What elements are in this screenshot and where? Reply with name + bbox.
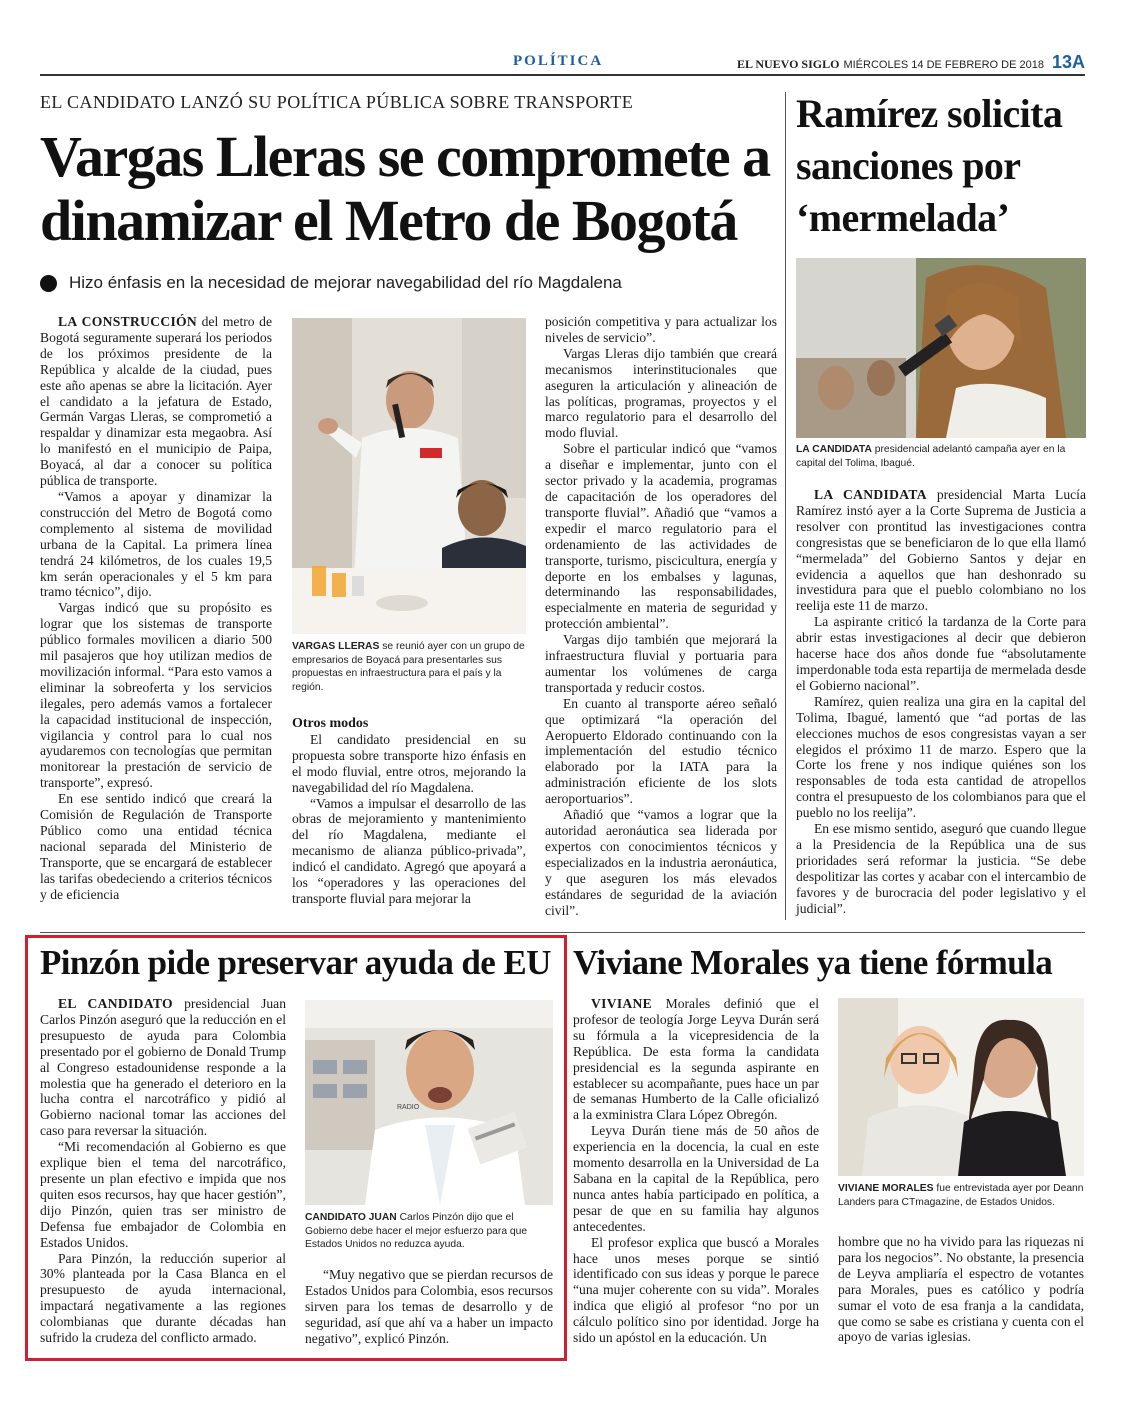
main-column-2 xyxy=(292,716,526,907)
caption-lead: VIVIANE MORALES xyxy=(838,1183,934,1194)
pinzon-photo-caption xyxy=(305,1211,553,1252)
caption-lead: CANDIDATO JUAN xyxy=(305,1212,397,1223)
paragraph-text: del metro de Bogotá seguramente superará los periodos de los próximos presidente de la República y alcalde de la ciudad, pues este año apenas se abre la licitación. Ayer el candidato a la jefatura de Estado, Germán Vargas Lleras, se comprometió a respaldar y dinamizar esta megaobra. Así lo manifestó en el municipio de Paipa, Boyacá, al dar a conocer su política pública de transporte. xyxy=(40,314,272,489)
subhead: Otros modos xyxy=(292,716,369,731)
main-column-3 xyxy=(545,314,777,918)
paragraph-text: presidencial Marta Lucía Ramírez instó ayer a la Corte Suprema de Justicia a resolver con prontitud las investigaciones contra congresistas que se beneficiaron de lo que ella llamó “mermelada” del Gobierno Santos y dejar en evidencia a aquellos que han deshonrado su investidura para que el pueblo colombiano no los reelija este 11 de marzo. xyxy=(796,487,1086,614)
paragraph xyxy=(573,996,819,1123)
paragraph: Sobre el particular indicó que “vamos a diseñar e implementar, junto con el sector privado y la academia, programas de capacitación de los operadores del transporte fluvial”. Añadió que “vamos a expedir el marco regulatorio para el ordenamiento de las actividades de transporte, turismo, piscicultura, energía y deporte en los embalses y lagunas, determinando las responsabilidades, especialmente en materia de seguridad y protección ambiental”. xyxy=(545,441,777,632)
paragraph-text: Morales definió que el profesor de teología Jorge Leyva Durán será su fórmula a la vicepresidencia de la República. De esta forma la candidata presidencial es la segunda aspirante en establecer su acompañante, pues hace un par de semanas Humberto de la Calle oficializó a la exministra Clara López Obregón. xyxy=(573,996,819,1123)
ramirez-photo-caption xyxy=(796,443,1086,470)
paragraph: “Muy negativo que se pierdan recursos de Estados Unidos para Colombia, esos recursos sirven para los temas de desarrollo y de seguridad, así que ahí va a haber un impacto negativo”, explicó Pinzón. xyxy=(305,1267,553,1346)
paragraph xyxy=(796,487,1086,614)
pinzon-photo xyxy=(305,1000,553,1205)
paragraph: Para Pinzón, la reducción superior al 30% planteada por la Casa Blanca en el presupuesto de ayuda internacional, impactará negativamente a las regiones colombianas que durante décadas han sufrido la crudeza del conflicto armado. xyxy=(40,1250,286,1346)
lead-in: VIVIANE xyxy=(591,996,653,1011)
lead-in: LA CANDIDATA xyxy=(814,487,927,502)
lead-in: EL CANDIDATO xyxy=(58,996,173,1011)
header-rule xyxy=(40,74,1085,76)
paragraph: hombre que no ha vivido para las riquezas ni para los negocios”. No obstante, la presencia de Leyva ampliaría el espectro de votantes para Morales, pues es católico y podría sumar el voto de esa franja a la candidata, que como se sabe es cristiana y cuenta con el apoyo de varias iglesias. xyxy=(838,1234,1084,1345)
morales-headline: Viviane Morales ya tiene fórmula xyxy=(573,943,1053,982)
caption-lead: VARGAS LLERAS xyxy=(292,641,380,652)
main-headline: Vargas Lleras se compromete a dinamizar el Metro de Bogotá xyxy=(40,124,770,253)
main-subtitle-text: Hizo énfasis en la necesidad de mejorar navegabilidad del río Magdalena xyxy=(69,273,622,292)
ramirez-body xyxy=(796,487,1086,916)
issue-date: MIÉRCOLES 14 DE FEBRERO DE 2018 xyxy=(843,59,1044,71)
caption-text: fue entrevistada ayer por Deann Landers para CTmagazine, de Estados Unidos. xyxy=(838,1183,1084,1208)
caption-lead: LA CANDIDATA xyxy=(796,444,872,455)
pinzon-column-2 xyxy=(305,1267,553,1347)
paragraph: Vargas dijo también que mejorará la infraestructura fluvial y portuaria para aumentar los volúmenes de carga transportada y reducir costos. xyxy=(545,632,777,695)
vargas-lleras-photo xyxy=(292,318,526,634)
morales-illustration xyxy=(838,998,1084,1176)
paragraph: “Vamos a apoyar y dinamizar la construcción del Metro de Bogotá como complemento al sistema de movilidad urbana de la Capital. La primera línea tendrá 24 kilómetros, de los cuales 19,5 km serán operacionales y el 5 km para tramo técnico”, dijo. xyxy=(40,488,272,600)
candidate-illustration xyxy=(796,258,1086,438)
ramirez-headline: Ramírez solicita sanciones por ‘mermelada’ xyxy=(796,91,1063,240)
page-number: 13A xyxy=(1051,52,1085,72)
morales-photo xyxy=(838,998,1084,1176)
paragraph: En ese mismo sentido, aseguró que cuando llegue a la Presidencia de la República una de sus prioridades será reformar la justicia. “Se debe despolitizar las cortes y acabar con el intercambio de favores y de burocracia del poder legislativo y el judicial”. xyxy=(796,821,1086,916)
pinzon-illustration xyxy=(305,1000,553,1205)
pinzon-column-1 xyxy=(40,996,286,1346)
main-subtitle xyxy=(40,273,780,293)
caption-text: Carlos Pinzón dijo que el Gobierno debe hacer el mejor esfuerzo para que Estados Unidos no reduzca ayuda. xyxy=(305,1212,528,1251)
lead-in: LA CONSTRUCCIÓN xyxy=(58,314,198,329)
paragraph-text: presidencial Juan Carlos Pinzón aseguró que la reducción en el presupuesto de ayuda para Colombia presentado por el gobierno de Donald Trump al Congreso estadounidense responde a la molestia que ha generado el deterioro en la lucha contra el narcotráfico y pidió al Gobierno nacional tomar las acciones del caso para reversar la situación. xyxy=(40,996,286,1139)
section-divider xyxy=(40,932,1085,933)
paragraph: Añadió que “vamos a lograr que la autoridad aeronáutica sea liderada por expertos con conocimientos técnicos y especializados en la industria aeronáutica, y que aseguren los más elevados estándares de seguridad de la aviación civil”. xyxy=(545,807,777,918)
paragraph: En cuanto al transporte aéreo señaló que optimizará “la operación del Aeropuerto Eldorado continuando con la implementación del estudio técnico elaborado por la IATA para la administración eficiente de los slots aeroportuarios”. xyxy=(545,695,777,807)
paper-brand: EL NUEVO SIGLO xyxy=(736,57,840,71)
main-column-1 xyxy=(40,314,272,903)
paragraph: En ese sentido indicó que creará la Comisión de Regulación de Transporte Público como una entidad técnica nacional separada del Ministerio de Transporte, que se encargará de establecer las tarifas obedeciendo a criterios técnicos y de eficiencia xyxy=(40,791,272,902)
masthead-meta xyxy=(737,52,1085,73)
paragraph: Vargas Lleras dijo también que creará mecanismos interinstitucionales que aseguren la articulación y alineación de las políticas, programas, proyectos y el marco regulatorio para el desarrollo del modo fluvial. xyxy=(545,345,777,441)
paragraph xyxy=(40,996,286,1139)
paragraph xyxy=(40,314,272,489)
morales-photo-caption xyxy=(838,1182,1084,1209)
vargas-photo-caption xyxy=(292,640,526,694)
paragraph: El profesor explica que buscó a Morales hace unos meses porque se sintió identificado con sus ideas y porque le parece “una mujer coherente con su vida”. Morales indica que eligió al profesor “no por un cálculo político sino por identidad. Jorge ha sido un apóstol en la educación. Un xyxy=(573,1234,819,1346)
main-kicker: EL CANDIDATO LANZÓ SU POLÍTICA PÚBLICA SOBRE TRANSPORTE xyxy=(40,92,634,112)
speaker-illustration xyxy=(292,318,526,634)
paragraph: La aspirante criticó la tardanza de la Corte para abrir estas investigaciones al decir que debieron hacerse hace dos años donde fue “absolutamente imperdonable toda esta repartija de mermelada desde el Gobierno nacional”. xyxy=(796,614,1086,693)
paragraph: posición competitiva y para actualizar los niveles de servicio”. xyxy=(545,314,777,345)
paragraph: El candidato presidencial en su propuesta sobre transporte hizo énfasis en el modo fluvial, entre otros, mejorando la navegabilidad del río Magdalena. xyxy=(292,731,526,795)
paragraph: “Mi recomendación al Gobierno es que explique bien el tema del narcotráfico, presente un plan efectivo e impida que nos quiten esos recursos, hay que hacer gestión”, dijo Pinzón, quien tras ser ministro de Defensa fue embajador de Colombia en Estados Unidos. xyxy=(40,1139,286,1250)
section-label: POLÍTICA xyxy=(513,53,604,69)
paragraph: Ramírez, quien realiza una gira en la capital del Tolima, Ibagué, lamentó que “ad portas de las elecciones muchos de esos congresistas vayan a ser elegidos el próximo 11 de marzo. Espero que la Corte los frene y nos indique quiénes son los responsables de toda esta cantidad de atropellos contra el presupuesto de los colombianos para que el pueblo no los reelija”. xyxy=(796,693,1086,821)
photo-sign-text: RADIO xyxy=(397,1104,420,1111)
bullet-icon xyxy=(40,275,57,292)
morales-column-2 xyxy=(838,1234,1084,1345)
caption-text: se reunió ayer con un grupo de empresarios de Boyacá para presentarles sus propuestas en infraestructura para el país y la región. xyxy=(292,641,525,693)
paragraph: Vargas indicó que su propósito es lograr que los sistemas de transporte público formales movilicen a diario 500 mil pasajeros que hoy utilizan medios de movilización informal. “Para esto vamos a eliminar la sobreoferta y los servicios ilegales, pero además vamos a fortalecer la capacidad institucional de inspección, vigilancia y control para lo cual nos ayudaremos con tecnologías que permitan monitorear la prestación de servicio de transporte”, expresó. xyxy=(40,600,272,791)
morales-column-1 xyxy=(573,996,819,1346)
caption-text: presidencial adelantó campaña ayer en la capital del Tolima, Ibagué. xyxy=(796,444,1066,469)
ramirez-photo xyxy=(796,258,1086,438)
pinzon-headline: Pinzón pide preservar ayuda de EU xyxy=(40,943,551,982)
paragraph: Leyva Durán tiene más de 50 años de experiencia en la docencia, la cual en este momento desarrolla en la Universidad de La Sabana en la capital de la República, pero nunca antes había participado en política, a pesar de que en su familia hay algunos antecedentes. xyxy=(573,1123,819,1234)
paragraph: “Vamos a impulsar el desarrollo de las obras de mejoramiento y mantenimiento del río Magdalena, mediante el mecanismo de alianza público-privada”, indicó el candidato. Agregó que apoyará a los “operadores y las operaciones del transporte fluvial para mejorar la xyxy=(292,795,526,906)
column-divider xyxy=(785,92,786,920)
